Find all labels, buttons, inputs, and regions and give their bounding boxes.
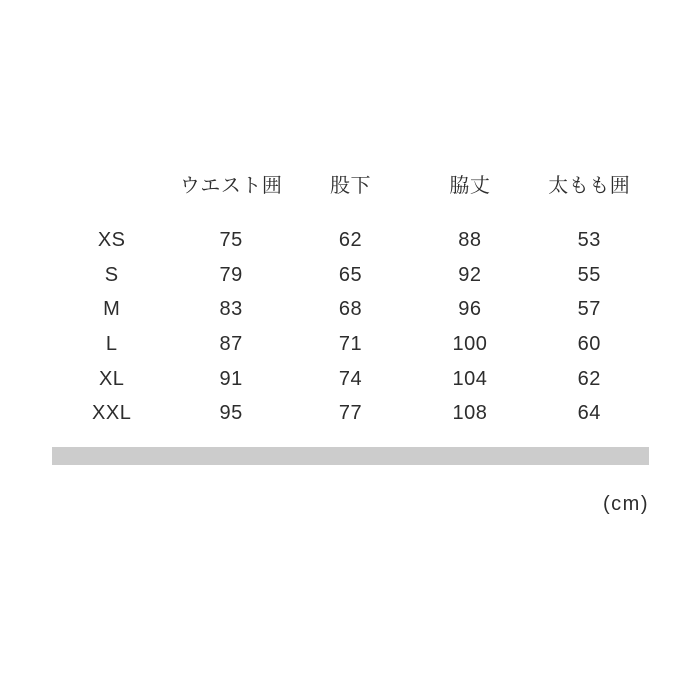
value-thigh: 57 [577,298,601,321]
divider-bar [52,447,649,465]
size-label: XL [98,367,125,390]
value-waist: 79 [219,263,243,286]
value-thigh: 53 [577,229,601,252]
table-row [52,361,649,396]
value-inseam: 65 [338,263,363,286]
table-header-row [52,167,649,205]
value-thigh: 55 [577,263,601,286]
unit-note: (cm) [603,493,649,515]
value-waist: 75 [219,229,243,252]
size-label: M [103,298,121,321]
table-row [52,223,649,258]
value-waist: 91 [219,367,243,390]
value-side-length: 92 [458,263,482,286]
header-cell-waist: ウエスト囲 [179,175,283,197]
header-cell-thigh: 太もも囲 [548,175,631,197]
header-cell-empty [52,167,171,205]
value-waist: 95 [219,402,243,425]
value-side-length: 96 [458,298,482,321]
header-cell-side-length: 脇丈 [449,175,491,197]
table-row [52,327,649,362]
size-label: S [104,263,119,286]
value-inseam: 68 [338,298,363,321]
value-thigh: 60 [577,333,601,356]
header-cell-inseam: 股下 [329,175,371,197]
value-thigh: 62 [577,367,601,390]
table-row [52,292,649,327]
size-label: XXL [92,402,132,425]
value-inseam: 74 [338,367,363,390]
value-side-length: 100 [452,333,488,356]
table-row [52,396,649,431]
value-side-length: 108 [452,402,488,425]
size-chart-table [52,167,649,431]
value-thigh: 64 [577,402,601,425]
table-body [52,223,649,431]
value-inseam: 77 [338,402,363,425]
value-side-length: 104 [452,367,488,390]
table-row [52,258,649,293]
size-label: L [105,333,118,356]
value-waist: 83 [219,298,243,321]
value-waist: 87 [219,333,243,356]
value-inseam: 62 [338,229,363,252]
value-inseam: 71 [338,333,363,356]
size-label: XS [97,229,126,252]
value-side-length: 88 [458,229,482,252]
